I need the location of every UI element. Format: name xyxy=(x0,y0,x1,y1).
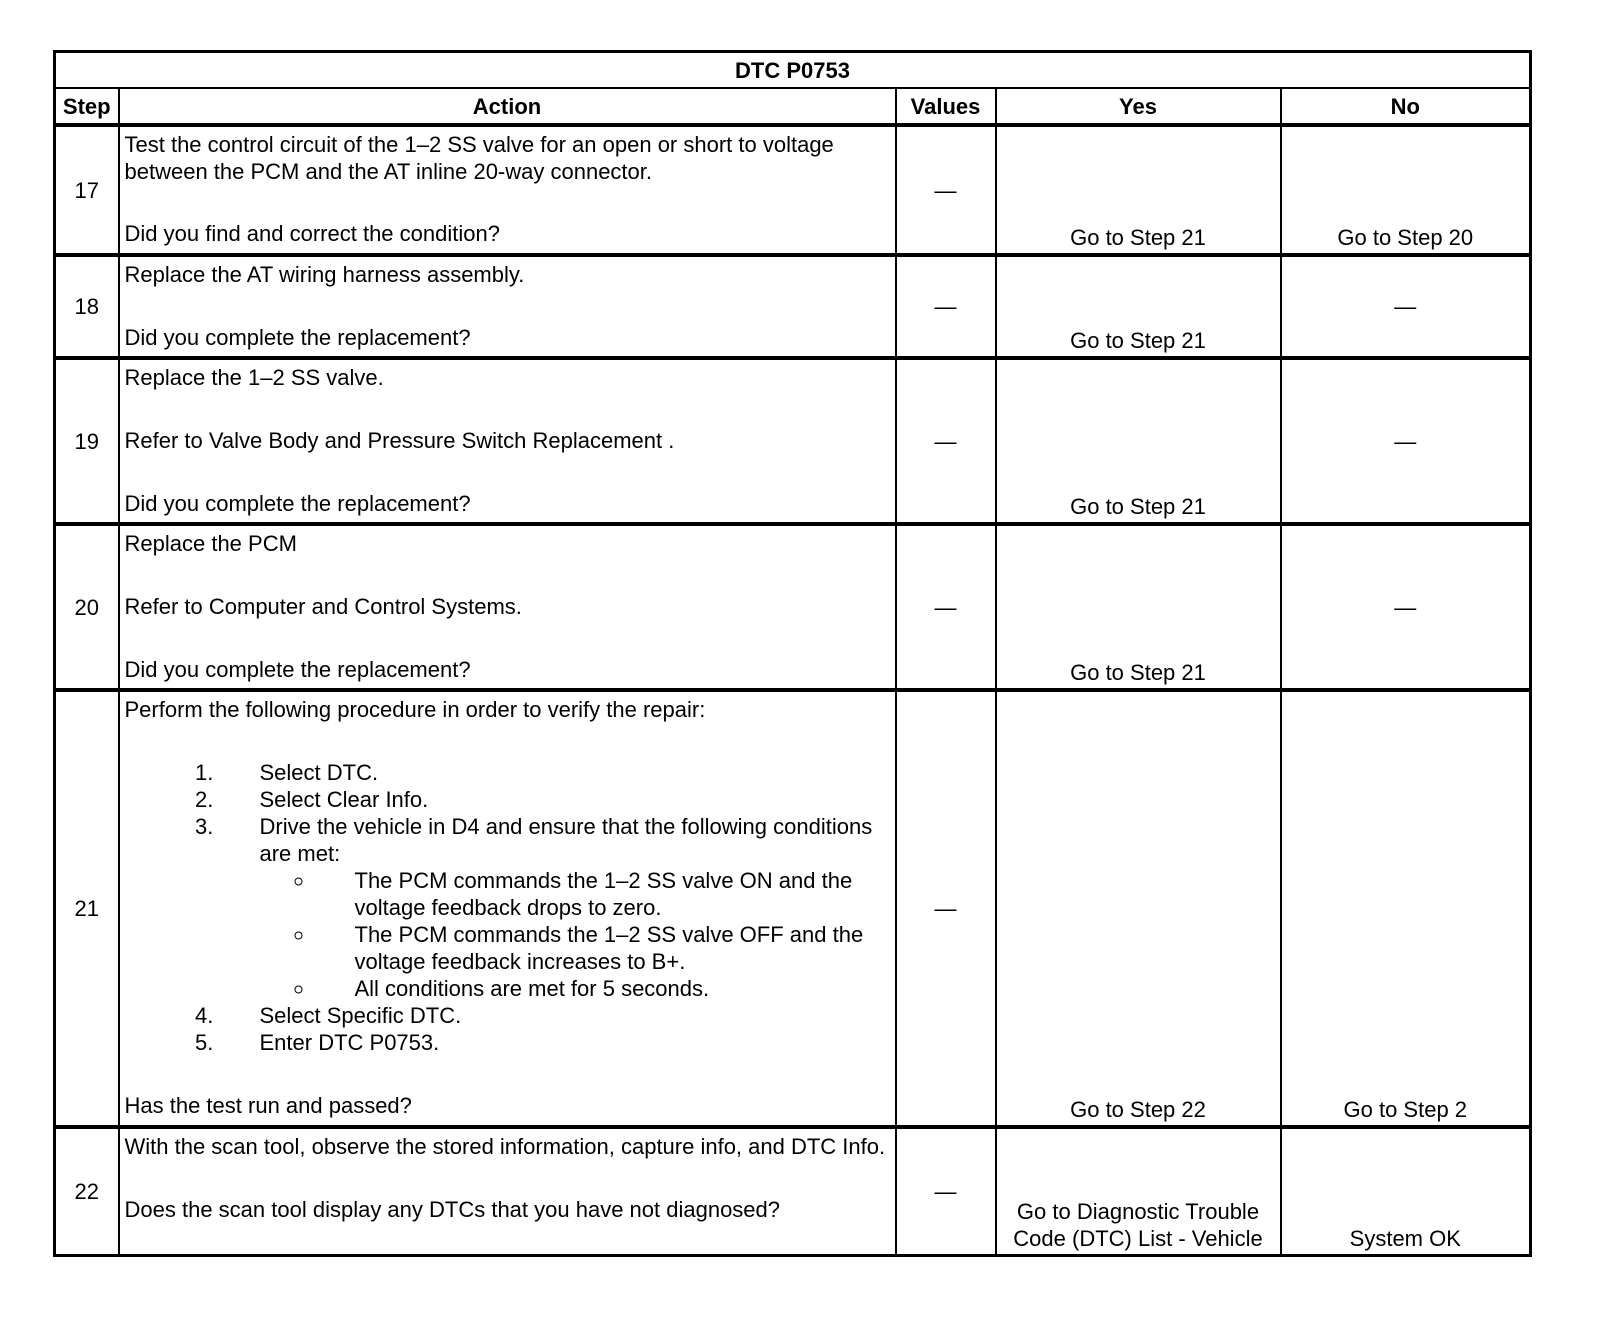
step-number: 21 xyxy=(55,690,119,1127)
values-cell: — xyxy=(896,255,996,358)
procedure-step: 1. Select DTC. xyxy=(220,759,890,786)
action-question: Does the scan tool display any DTCs that you have not diagnosed? xyxy=(124,1197,781,1222)
procedure-step: 4. Select Specific DTC. xyxy=(220,1002,890,1029)
action-cell xyxy=(119,524,896,690)
no-cell: System OK xyxy=(1281,1127,1531,1255)
step-number: 18 xyxy=(55,255,119,358)
action-question: Did you complete the replacement? xyxy=(124,657,471,682)
procedure-step: 2. Select Clear Info. xyxy=(220,786,890,813)
table-row xyxy=(55,524,1531,690)
action-text: With the scan tool, observe the stored information, capture info, and DTC Info. xyxy=(124,1134,886,1159)
action-text: Replace the 1–2 SS valve. xyxy=(124,365,384,390)
step-number: 17 xyxy=(55,125,119,255)
step-number: 20 xyxy=(55,524,119,690)
action-cell xyxy=(119,125,896,255)
values-cell: — xyxy=(896,1127,996,1255)
action-question: Did you complete the replacement? xyxy=(124,491,471,516)
dtc-table xyxy=(53,50,1532,1257)
table-row xyxy=(55,690,1531,1127)
no-cell: — xyxy=(1281,358,1531,524)
values-cell: — xyxy=(896,690,996,1127)
yes-cell: Go to Step 21 xyxy=(996,125,1281,255)
action-cell xyxy=(119,255,896,358)
table-row xyxy=(55,1127,1531,1255)
procedure-step: 5. Enter DTC P0753. xyxy=(220,1029,890,1056)
values-cell: — xyxy=(896,358,996,524)
action-cell xyxy=(119,358,896,524)
header-step: Step xyxy=(55,88,119,125)
action-text: Test the control circuit of the 1–2 SS valve for an open or short to voltage between the PCM and the AT inline 20-way connector. xyxy=(124,132,834,184)
table-row xyxy=(55,255,1531,358)
header-action: Action xyxy=(119,88,896,125)
yes-cell: Go to Step 21 xyxy=(996,524,1281,690)
yes-cell: Go to Step 22 xyxy=(996,690,1281,1127)
header-no: No xyxy=(1281,88,1531,125)
procedure-step-text: Drive the vehicle in D4 and ensure that the following conditions are met: xyxy=(259,814,873,866)
action-refer: Refer to Computer and Control Systems. xyxy=(124,594,522,619)
yes-cell: Go to Diagnostic Trouble Code (DTC) List - Vehicle xyxy=(996,1127,1281,1255)
header-values: Values xyxy=(896,88,996,125)
condition-item: ◦ All conditions are met for 5 seconds. xyxy=(315,975,890,1002)
procedure-step xyxy=(220,813,890,1002)
condition-item: ◦ The PCM commands the 1–2 SS valve OFF and the voltage feedback increases to B+. xyxy=(315,921,890,975)
yes-cell: Go to Step 21 xyxy=(996,358,1281,524)
no-cell: Go to Step 2 xyxy=(1281,690,1531,1127)
action-refer: Refer to Valve Body and Pressure Switch Replacement . xyxy=(124,428,675,453)
action-question: Did you find and correct the condition? xyxy=(124,221,500,246)
condition-item: ◦ The PCM commands the 1–2 SS valve ON and the voltage feedback drops to zero. xyxy=(315,867,890,921)
action-cell xyxy=(119,1127,896,1255)
no-cell: Go to Step 20 xyxy=(1281,125,1531,255)
no-cell: — xyxy=(1281,255,1531,358)
header-yes: Yes xyxy=(996,88,1281,125)
values-cell: — xyxy=(896,524,996,690)
action-text: Replace the PCM xyxy=(124,531,297,556)
conditions-list xyxy=(260,867,890,1002)
action-text: Perform the following procedure in order to verify the repair: xyxy=(124,697,706,722)
values-cell: — xyxy=(896,125,996,255)
step-number: 19 xyxy=(55,358,119,524)
action-question: Has the test run and passed? xyxy=(124,1093,412,1118)
step-number: 22 xyxy=(55,1127,119,1255)
procedure-list xyxy=(125,759,890,1056)
yes-cell: Go to Step 21 xyxy=(996,255,1281,358)
table-title: DTC P0753 xyxy=(55,52,1531,89)
table-row xyxy=(55,358,1531,524)
action-question: Did you complete the replacement? xyxy=(124,325,471,350)
no-cell: — xyxy=(1281,524,1531,690)
table-row xyxy=(55,125,1531,255)
action-cell xyxy=(119,690,896,1127)
action-text: Replace the AT wiring harness assembly. xyxy=(124,262,525,287)
